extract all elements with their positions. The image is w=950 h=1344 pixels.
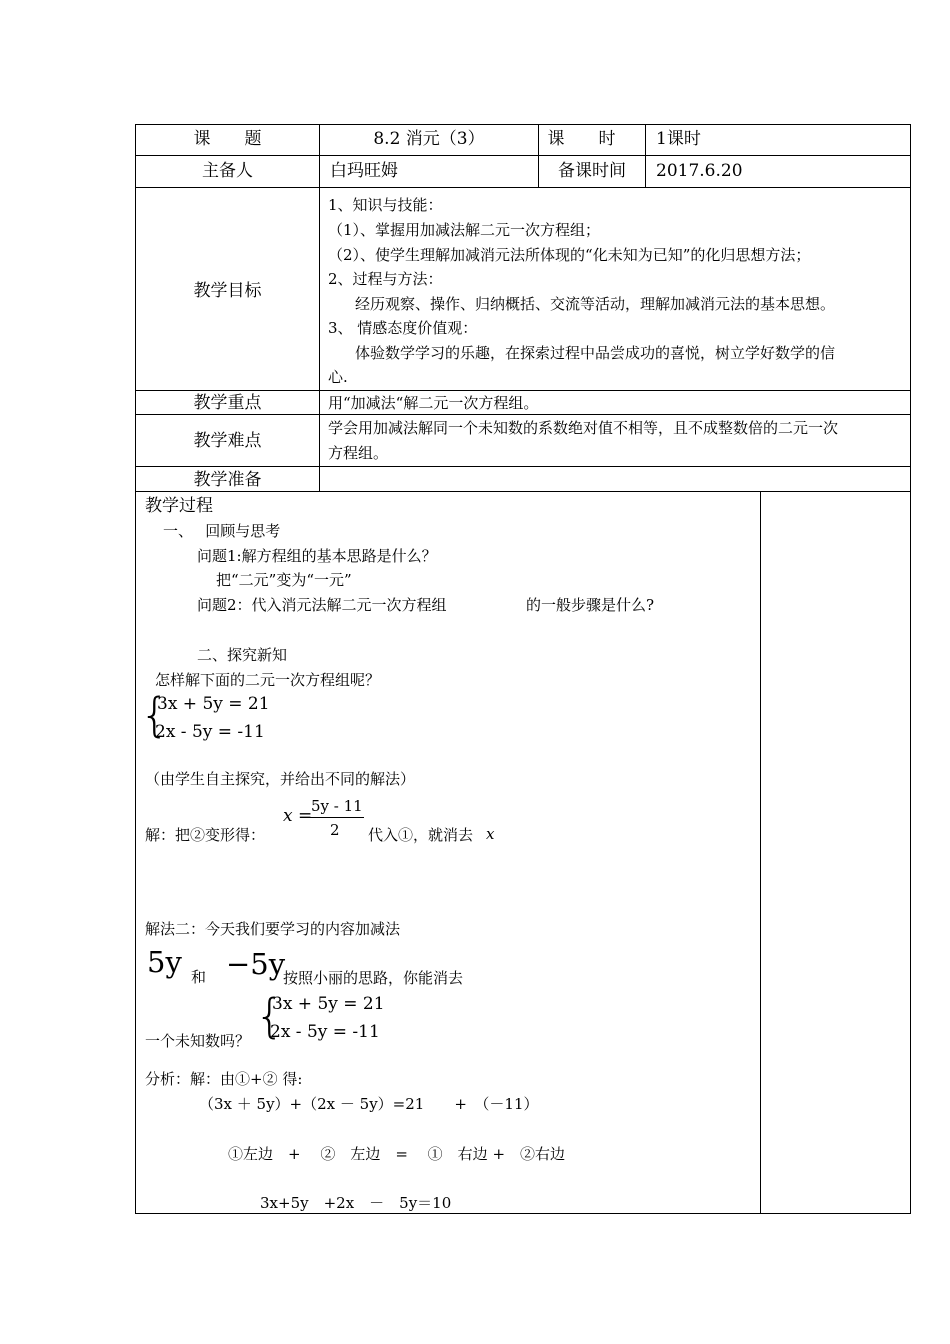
- fraction-numerator: 5y - 11: [311, 797, 363, 815]
- preparer-value: 白玛旺姆: [330, 161, 398, 181]
- difficulties-line: 方程组。: [328, 444, 389, 462]
- solution-2-think: 按照小丽的思路，你能消去: [283, 969, 464, 987]
- question-2: 问题2：代入消元法解二元一次方程组: [197, 596, 447, 614]
- difficulties-line: 学会用加减法解同一个未知数的系数绝对值不相等，且不成整数倍的二元一次: [328, 419, 839, 437]
- row-divider: [135, 466, 910, 467]
- row-divider: [135, 187, 910, 188]
- fraction-lhs: x =: [283, 806, 313, 826]
- solution-2-intro: 解法二：今天我们要学习的内容加减法: [145, 920, 401, 938]
- term-and: 和: [191, 968, 207, 986]
- row-divider: [135, 155, 910, 156]
- objective-line: 经历观察、操作、归纳概括、交流等活动，理解加减消元法的基本思想。: [355, 295, 836, 313]
- objective-line: （1）、掌握用加减法解二元一次方程组；: [328, 221, 601, 239]
- col-divider: [760, 491, 761, 1213]
- preparation-label: 教学准备: [193, 470, 262, 490]
- explore-note: （由学生自主探究，并给出不同的解法）: [145, 770, 416, 788]
- objective-line: 体验数学学习的乐趣，在探索过程中品尝成功的喜悦，树立学好数学的信: [355, 344, 836, 362]
- section-explore: 二、探究新知: [197, 646, 288, 664]
- key-points-value: 用“加减法“解二元一次方程组。: [328, 394, 539, 412]
- solution-1-tail: 代入①，就消去: [368, 826, 474, 844]
- objective-line: 3、 情感态度价值观：: [328, 319, 478, 337]
- prep-time-label: 备课时间: [558, 161, 626, 181]
- objective-line: 1、知识与技能：: [328, 196, 443, 214]
- key-points-label: 教学重点: [193, 393, 262, 413]
- difficulties-label: 教学难点: [193, 431, 262, 451]
- system-brace: {: [255, 989, 285, 1043]
- objective-line: 2、过程与方法：: [328, 270, 443, 288]
- equation-4: 2x - 5y = -11: [270, 1022, 380, 1042]
- system-brace: {: [140, 688, 170, 742]
- term-negative-5y: −5y: [226, 947, 286, 981]
- col-divider: [645, 124, 646, 187]
- col-divider: [319, 124, 320, 491]
- row-divider: [135, 491, 910, 492]
- row-divider: [135, 390, 910, 391]
- objective-line: 心.: [328, 368, 348, 386]
- prep-time-value: 2017.6.20: [656, 161, 743, 181]
- equation-3: 3x + 5y = 21: [272, 994, 385, 1014]
- period-label: 课 时: [547, 129, 616, 149]
- eliminated-variable: x: [486, 825, 495, 843]
- fraction-bar: [308, 817, 364, 818]
- explore-question: 怎样解下面的二元一次方程组呢？: [155, 671, 381, 689]
- question-2-tail: 的一般步骤是什么?: [526, 596, 655, 614]
- analysis-step-2: ①左边 + ② 左边 = ① 右边 + ②右边: [228, 1145, 566, 1163]
- analysis-step-3: 3x+5y +2x － 5y＝10: [260, 1194, 452, 1212]
- row-divider: [135, 414, 910, 415]
- analysis-line: 分析：解：由①+② 得:: [145, 1070, 303, 1088]
- term-positive-5y: 5y: [147, 945, 182, 979]
- question-1: 问题1:解方程组的基本思路是什么？: [197, 547, 437, 565]
- solution-1-label: 解：把②变形得：: [145, 826, 266, 844]
- process-title: 教学过程: [145, 496, 213, 516]
- topic-label: 课 题: [193, 129, 262, 149]
- answer-1: 把“二元”变为“一元”: [216, 571, 352, 589]
- objectives-label: 教学目标: [193, 281, 262, 301]
- period-value: 1课时: [656, 129, 701, 149]
- solution-2-question: 一个未知数吗？: [145, 1032, 251, 1050]
- objective-line: （2）、使学生理解加减消元法所体现的“化未知为已知”的化归思想方法；: [328, 246, 811, 264]
- topic-value: 8.2 消元（3）: [373, 129, 485, 149]
- section-review: 一、 回顾与思考: [163, 522, 281, 540]
- fraction-denominator: 2: [330, 821, 340, 839]
- analysis-step-1: （3x ＋ 5y）+（2x － 5y）=21 + （－11）: [199, 1095, 539, 1113]
- preparer-label: 主备人: [202, 161, 253, 181]
- equation-2: 2x - 5y = -11: [155, 722, 265, 742]
- equation-1: 3x + 5y = 21: [157, 694, 270, 714]
